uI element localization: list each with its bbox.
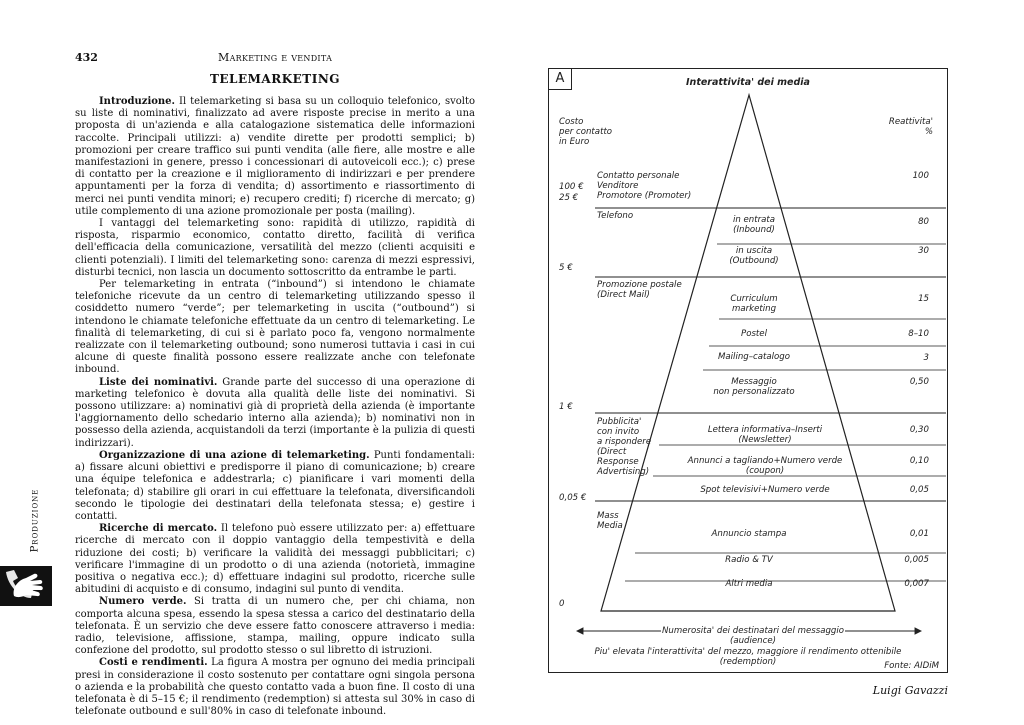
- cost-value-5: 5 €: [559, 263, 573, 273]
- yield-label: [889, 117, 933, 137]
- item-postel-label: Postel: [741, 329, 767, 339]
- yield-label-line: %: [924, 127, 933, 137]
- item-label-line: (Inbound): [733, 225, 775, 235]
- item-label-line: (Outbound): [729, 256, 779, 266]
- group-mass-media: [597, 511, 623, 531]
- group-mass-line: Media: [597, 521, 623, 531]
- item-spot-label: Spot televisivi+Numero verde: [700, 485, 830, 495]
- side-section-label: [20, 470, 50, 570]
- paragraph-text: Grande parte del successo di una operazione di marketing telefonico è dovuta alla qualità delle liste dei nominativi. Si possono utilizzare: a) nominativi già di proprietà della azienda (è importante l'aggiornamento dello schedario interno alla azienda); b) nominativi non in possesso della azienda, acquistandoli da terzi (importante è la pulizia di questi indirizzari).: [75, 376, 475, 449]
- item-label-line: Lettera informativa–Inserti: [707, 425, 823, 435]
- bottom-caption-line: Piu' elevata l'interattivita' del mezzo, maggiore il rendimento ottenibile: [594, 647, 902, 657]
- paragraph-costi: [75, 657, 475, 718]
- cost-value-005: 0,05 €: [559, 493, 587, 503]
- paragraph-organizzazione: [75, 450, 475, 523]
- item-curriculum-label: [699, 294, 809, 314]
- figure-source: Fonte: AIDiM: [884, 661, 939, 671]
- group-advertising-line: Response: [597, 457, 639, 467]
- paragraph-text: Per telemarketing in entrata (“inbound”) si intendono le chiamate telefoniche ricevute da un centro di telemarketing utilizzando spesso il cosiddetto numero “verde”; per telemarketing in uscita (“outbound”) si intendono le chiamate telefoniche effettuate da un centro di telemarketing. Le finalità di telemarketing, di cui si è parlato poco fa, vengono normalmente realizzate con il telemarketing outbound; sono numerosi tuttavia i casi in cui alcune di queste finalità possono essere realizzate anche con telefonate inbound.: [75, 279, 475, 376]
- cost-value-1: 1 €: [559, 402, 573, 412]
- paragraph-heading: Ricerche di mercato.: [99, 523, 218, 535]
- hand-phone-icon-graphic: [0, 566, 52, 606]
- item-outbound-label: [709, 246, 799, 266]
- item-label-line: Curriculum: [730, 294, 778, 304]
- item-label-line: (coupon): [745, 466, 785, 476]
- axis-arrow-left: [577, 628, 583, 634]
- group-mass-line: Mass: [597, 511, 619, 521]
- personal-value: 100: [912, 171, 929, 181]
- group-advertising-line: con invito: [597, 427, 640, 437]
- paragraph-heading: Numero verde.: [99, 596, 187, 608]
- figure-a: [548, 68, 948, 673]
- paragraph-introduzione: [75, 96, 475, 218]
- item-outbound-value: 30: [918, 246, 929, 256]
- group-advertising-line: Pubblicita': [597, 417, 642, 427]
- axis-label-line: (audience): [729, 636, 776, 646]
- group-postal-line: (Direct Mail): [597, 290, 650, 300]
- item-label-line: Messaggio: [731, 377, 777, 387]
- item-inbound-value: 80: [918, 217, 929, 227]
- running-head: Marketing e vendita: [218, 51, 333, 64]
- item-altri-label: Altri media: [725, 579, 773, 589]
- item-mailing-value: 3: [923, 353, 929, 363]
- cost-label: [559, 117, 612, 147]
- author-signature: Luigi Gavazzi: [872, 684, 948, 697]
- cost-value-0: 0: [559, 599, 565, 609]
- paragraph-heading: Introduzione.: [99, 96, 176, 107]
- paragraph-heading: Liste dei nominativi.: [99, 376, 218, 388]
- paragraph-liste: [75, 377, 475, 450]
- group-personal-line: Promotore (Promoter): [597, 191, 692, 201]
- page-number: 432: [75, 51, 98, 64]
- bottom-caption-line: (redemption): [719, 657, 777, 667]
- item-altri-value: 0,007: [904, 579, 929, 589]
- figure-title: Interattivita' dei media: [686, 77, 810, 88]
- paragraph-vantaggi: [75, 218, 475, 279]
- item-label-line: Annunci a tagliando+Numero verde: [687, 456, 843, 466]
- item-stampa-label: Annuncio stampa: [711, 529, 787, 539]
- cost-value-100: 100 €: [559, 182, 584, 192]
- group-personal-line: Venditore: [597, 181, 639, 191]
- item-label-line: in entrata: [732, 215, 776, 225]
- figure-letter: A: [549, 69, 572, 90]
- item-mailing-label: Mailing–catalogo: [717, 352, 791, 362]
- item-radio-tv-label: Radio & TV: [725, 555, 773, 565]
- paragraph-numero-verde: [75, 596, 475, 657]
- cost-label-line: per contatto: [559, 127, 613, 137]
- paragraph-heading: Costi e rendimenti.: [99, 657, 208, 669]
- item-messaggio-label: [689, 377, 819, 397]
- cost-value-25: 25 €: [559, 193, 579, 203]
- item-newsletter-value: 0,30: [909, 425, 929, 435]
- item-curriculum-value: 15: [918, 294, 929, 304]
- yield-label-line: Reattivita': [888, 117, 933, 127]
- body-text: [75, 96, 475, 718]
- section-title: TELEMARKETING: [209, 72, 341, 86]
- item-label-line: (Newsletter): [738, 435, 792, 445]
- group-advertising-line: Advertising): [597, 467, 650, 477]
- group-personal: [597, 171, 691, 201]
- cost-label-line: in Euro: [559, 137, 590, 147]
- group-personal-line: Contatto personale: [597, 171, 680, 181]
- item-coupon-label: [665, 456, 865, 476]
- item-stampa-value: 0,01: [909, 529, 929, 539]
- paragraph-text: Si tratta di un numero che, per chi chiama, non comporta alcuna spesa, essendo la spesa stessa a carico del destinatario della telefonata. È un servizio che deve essere fatto conoscere attraverso i media: radio, televisione, affissione, stampa, mailing, oppure indicato sulla confezione del prodotto, sul prodotto stesso o sul libretto di istruzioni.: [75, 596, 475, 657]
- item-coupon-value: 0,10: [909, 456, 929, 466]
- item-newsletter-label: [675, 425, 855, 445]
- paragraph-text: Il telefono può essere utilizzato per: a) effettuare ricerche di mercato con il doppio vantaggio della tempestività e della riduzione dei costi; b) verificare la validità dei messaggi pubblicitari; c) verificare l'immagine di un prodotto o di una azienda (notorietà, immagine positiva o negativa ecc.); d) effettuare indagini sul prodotto, ricerche sulle abitudini di acquisto e di consumo, indagini sul punto di vendita.: [75, 523, 475, 596]
- group-advertising-line: a rispondere: [597, 437, 652, 447]
- item-messaggio-value: 0,50: [909, 377, 929, 387]
- group-advertising: [597, 417, 651, 477]
- item-label-line: non personalizzato: [713, 387, 795, 397]
- cost-label-line: Costo: [559, 117, 584, 127]
- item-label-line: marketing: [731, 304, 777, 314]
- group-postal-line: Promozione postale: [597, 280, 682, 290]
- item-radio-tv-value: 0,005: [904, 555, 929, 565]
- axis-label-line: Numerosita' dei destinatari del messaggio: [661, 626, 845, 636]
- audience-axis-label: [661, 626, 845, 646]
- paragraph-text: La figura A mostra per ognuno dei media principali presi in considerazione il costo sostenuto per contattare ogni singola persona o azienda e la probabilità che questo contatto vada a buon fine. Il costo di una telefonata è di 5–15 €; il rendimento (redemption) si attesta sul 30% in caso di telefonate outbound e sull'80% in caso di telefonate inbound.: [75, 657, 475, 718]
- side-label-text: Produzione: [29, 488, 41, 552]
- axis-arrow-right: [915, 628, 921, 634]
- paragraph-text: Punti fondamentali: a) fissare alcuni obiettivi e predisporre il piano di comunicazione; b) creare una équipe telefonica e addestrarla; c) pianificare i vari momenti della telefonata; d) stabilire gli orari in cui effettuare la telefonata, diversificandoli secondo le tipologie dei destinatari della telefonata stessa; e) gestire i contatti.: [75, 449, 475, 522]
- item-inbound-label: [709, 215, 799, 235]
- paragraph-ricerche: [75, 523, 475, 596]
- group-phone: Telefono: [597, 211, 634, 221]
- group-advertising-line: (Direct: [597, 447, 627, 457]
- paragraph-heading: Organizzazione di una azione di telemarketing.: [99, 449, 370, 461]
- paragraph-inbound-outbound: [75, 279, 475, 377]
- item-spot-value: 0,05: [909, 485, 929, 495]
- paragraph-text: Il telemarketing si basa su un colloquio telefonico, svolto su liste di nominativi, finalizzato ad avere risposte precise in merito a una proposta di un'azienda e alla catalogazione sistematica delle informazioni raccolte. Principali utilizzi: a) vendite dirette per prodotti semplici; b) promozioni per creare traffico sui punti vendita (alle fiere, alle mostre e alle manifestazioni in genere, presso i concessionari di autoveicoli ecc.); c) prese di contatto per la creazione e il miglioramento di indirizzari e per prendere appuntamenti per la forza di vendita; d) assortimento e riassortimento di merci nei punti vendita minori; e) recupero crediti; f) ricerche di mercato; g) utile complemento di una azione promozionale per posta (mailing).: [75, 96, 475, 217]
- hand-phone-icon: [0, 566, 52, 606]
- item-postel-value: 8–10: [908, 329, 929, 339]
- group-postal: [597, 280, 682, 300]
- item-label-line: in uscita: [735, 246, 773, 256]
- paragraph-text: I vantaggi del telemarketing sono: rapidità di utilizzo, rapidità di risposta, risparmio economico, contatto diretto, facilità di verifica dell'efficacia della comunicazione, versatilità del mezzo (clienti acquisiti e clienti potenziali). I limiti del telemarketing sono: carenza di mezzi espressivi, disturbi tecnici, non lascia un documento sottoscritto da entrambe le parti.: [75, 218, 475, 278]
